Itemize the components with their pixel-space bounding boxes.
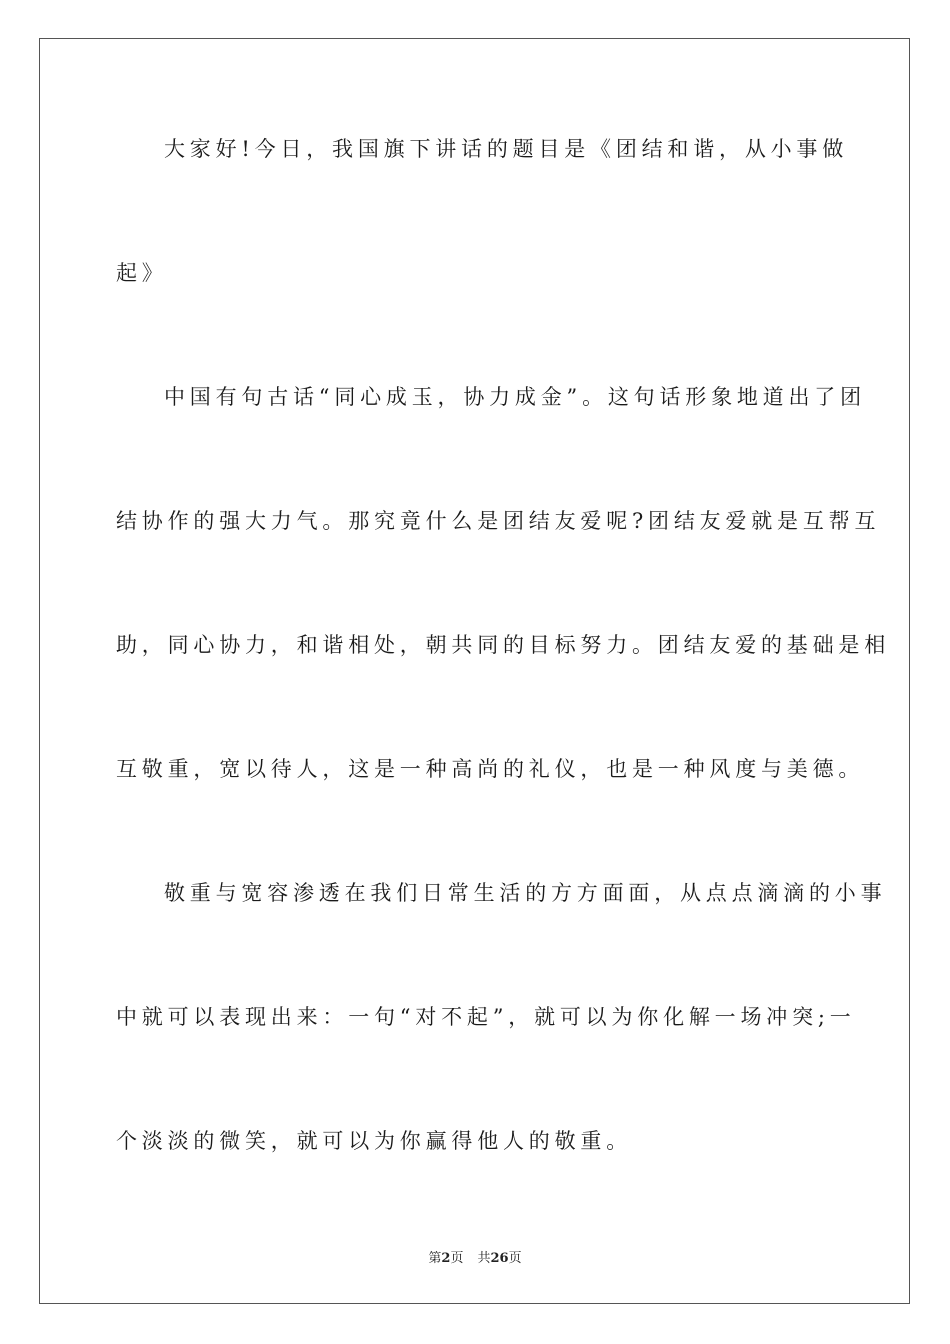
paragraph-3-line-3: 个淡淡的微笑，就可以为你赢得他人的敬重。 — [116, 1129, 632, 1153]
page-suffix: 页 — [450, 1251, 464, 1266]
paragraph-2-line-4: 互敬重，宽以待人，这是一种高尚的礼仪，也是一种风度与美德。 — [116, 757, 865, 781]
paragraph-2-line-2: 结协作的强大力气。那究竟什么是团结友爱呢?团结友爱就是互帮互 — [116, 509, 881, 533]
page-prefix: 第 — [428, 1251, 442, 1266]
total-prefix: 共 — [477, 1251, 491, 1266]
paragraph-2-line-3: 助，同心协力，和谐相处，朝共同的目标努力。团结友爱的基础是相 — [116, 633, 890, 657]
paragraph-3-line-2: 中就可以表现出来：一句“对不起”，就可以为你化解一场冲突;一 — [116, 1005, 856, 1029]
paragraph-3-line-1: 敬重与宽容渗透在我们日常生活的方方面面，从点点滴滴的小事 — [164, 881, 887, 905]
page-footer — [0, 1247, 950, 1266]
paragraph-1-line-2: 起》 — [116, 261, 168, 285]
page-current: 2 — [441, 1251, 451, 1266]
paragraph-1-line-1: 大家好!今日，我国旗下讲话的题目是《团结和谐，从小事做 — [164, 137, 849, 161]
page-total: 26 — [490, 1251, 509, 1266]
paragraph-2-line-1: 中国有句古话“同心成玉，协力成金”。这句话形象地道出了团 — [164, 385, 866, 409]
total-suffix: 页 — [508, 1251, 522, 1266]
